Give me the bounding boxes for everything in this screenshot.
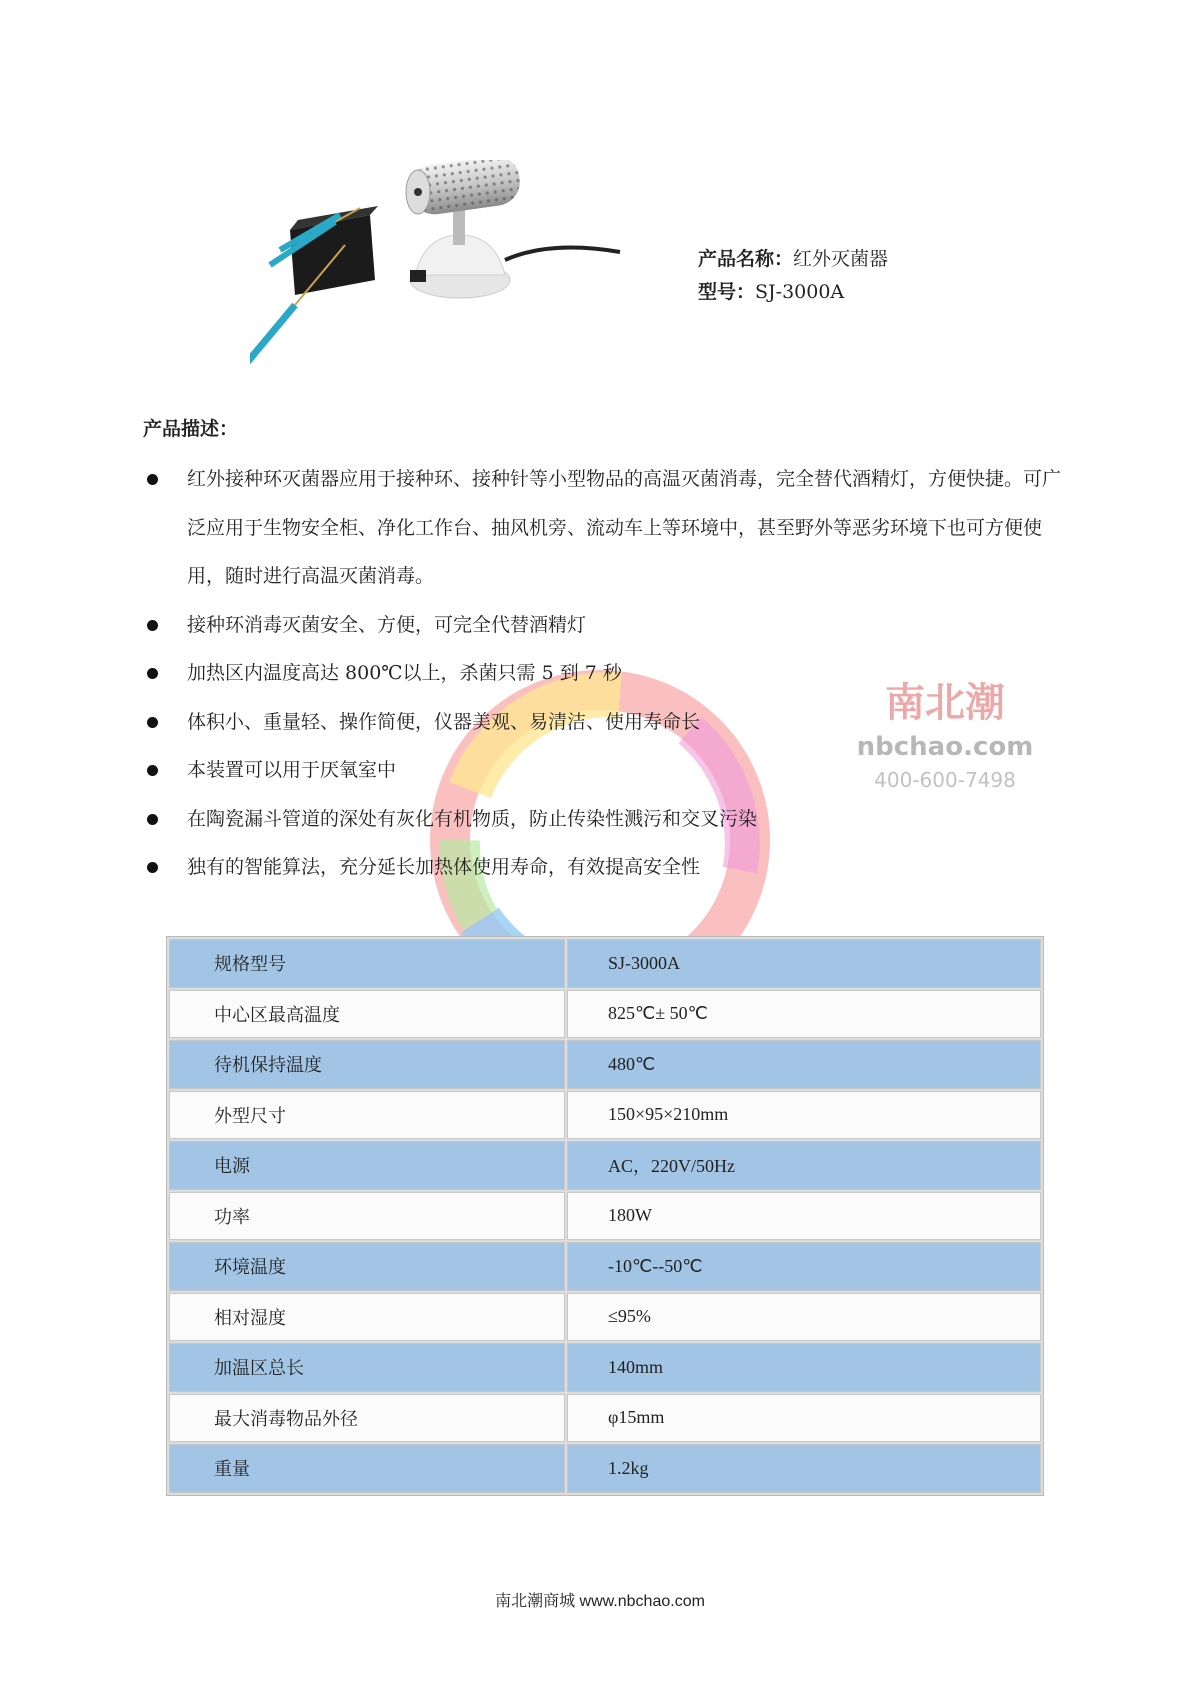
bullet-text: 在陶瓷漏斗管道的深处有灰化有机物质，防止传染性溅污和交叉污染 — [187, 807, 758, 830]
product-name-line — [698, 244, 888, 271]
bullet-text: 接种环消毒灭菌安全、方便，可完全代替酒精灯 — [187, 613, 587, 636]
bullet-icon — [147, 474, 158, 485]
spec-row — [169, 1444, 1041, 1493]
spec-row — [169, 1242, 1041, 1291]
watermark-phone: 400-600-7498 — [874, 768, 1016, 792]
spec-key: 功率 — [169, 1192, 565, 1241]
bullet-icon — [147, 717, 158, 728]
spec-row — [169, 939, 1041, 988]
bullet-item — [143, 649, 1073, 698]
spec-key: 电源 — [169, 1141, 565, 1190]
bullet-text: 体积小、重量轻、操作简便，仪器美观、易清洁、使用寿命长 — [187, 710, 701, 733]
bullet-item — [143, 795, 1073, 844]
bullet-item — [143, 698, 1073, 747]
spec-key: 最大消毒物品外径 — [169, 1394, 565, 1443]
bullet-text: 红外接种环灭菌器应用于接种环、接种针等小型物品的高温灭菌消毒，完全替代酒精灯，方便快捷。可广泛应用于生物安全柜、净化工作台、抽风机旁、流动车上等环境中，甚至野外等恶劣环境下也可方便使用，随时进行高温灭菌消毒。 — [187, 468, 1062, 587]
bullet-item — [143, 746, 1073, 795]
product-image — [250, 160, 670, 380]
spec-key: 加温区总长 — [169, 1343, 565, 1392]
spec-value: φ15mm — [567, 1394, 1041, 1443]
spec-value: 1.2kg — [567, 1444, 1041, 1493]
product-name-label: 产品名称： — [698, 248, 794, 270]
spec-key: 外型尺寸 — [169, 1091, 565, 1140]
bullet-item — [143, 455, 1073, 601]
spec-row — [169, 1394, 1041, 1443]
spec-key: 相对湿度 — [169, 1293, 565, 1342]
bullet-icon — [147, 620, 158, 631]
spec-key: 重量 — [169, 1444, 565, 1493]
spec-row — [169, 1040, 1041, 1089]
product-name-value: 红外灭菌器 — [793, 248, 889, 270]
spec-row — [169, 1192, 1041, 1241]
description-bullet-list — [143, 455, 1073, 892]
spec-value: 180W — [567, 1192, 1041, 1241]
bullet-icon — [147, 814, 158, 825]
spec-value: 825℃± 50℃ — [567, 990, 1041, 1039]
spec-row — [169, 1091, 1041, 1140]
spec-value: 140mm — [567, 1343, 1041, 1392]
watermark-brand: 南北潮 — [885, 679, 1005, 726]
spec-table — [166, 936, 1044, 1496]
spec-key: 规格型号 — [169, 939, 565, 988]
bullet-icon — [147, 862, 158, 873]
spec-row — [169, 1293, 1041, 1342]
spec-value: 480℃ — [567, 1040, 1041, 1089]
spec-key: 中心区最高温度 — [169, 990, 565, 1039]
description-heading: 产品描述： — [143, 418, 239, 440]
bullet-text: 独有的智能算法，充分延长加热体使用寿命，有效提高安全性 — [187, 856, 701, 878]
spec-value: AC，220V/50Hz — [567, 1141, 1041, 1190]
spec-row — [169, 1141, 1041, 1190]
watermark-site: nbchao.com — [856, 732, 1034, 762]
bullet-item — [143, 601, 1073, 650]
spec-key: 待机保持温度 — [169, 1040, 565, 1089]
spec-row — [169, 1343, 1041, 1392]
spec-value: ≤95% — [567, 1293, 1041, 1342]
product-model-label: 型号： — [698, 281, 756, 303]
spec-value: 150×95×210mm — [567, 1091, 1041, 1140]
bullet-icon — [147, 765, 158, 776]
product-model-value: SJ-3000A — [755, 281, 845, 303]
spec-value: -10℃--50℃ — [567, 1242, 1041, 1291]
footer-text: 南北潮商城 www.nbchao.com — [495, 1593, 705, 1610]
bullet-text: 加热区内温度高达 800℃以上，杀菌只需 5 到 7 秒 — [187, 662, 622, 684]
bullet-text: 本装置可以用于厌氧室中 — [187, 759, 397, 781]
spec-value: SJ-3000A — [567, 939, 1041, 988]
bullet-item — [143, 843, 1073, 892]
spec-row — [169, 990, 1041, 1039]
bullet-icon — [147, 668, 158, 679]
spec-key: 环境温度 — [169, 1242, 565, 1291]
product-model-line — [698, 277, 844, 304]
